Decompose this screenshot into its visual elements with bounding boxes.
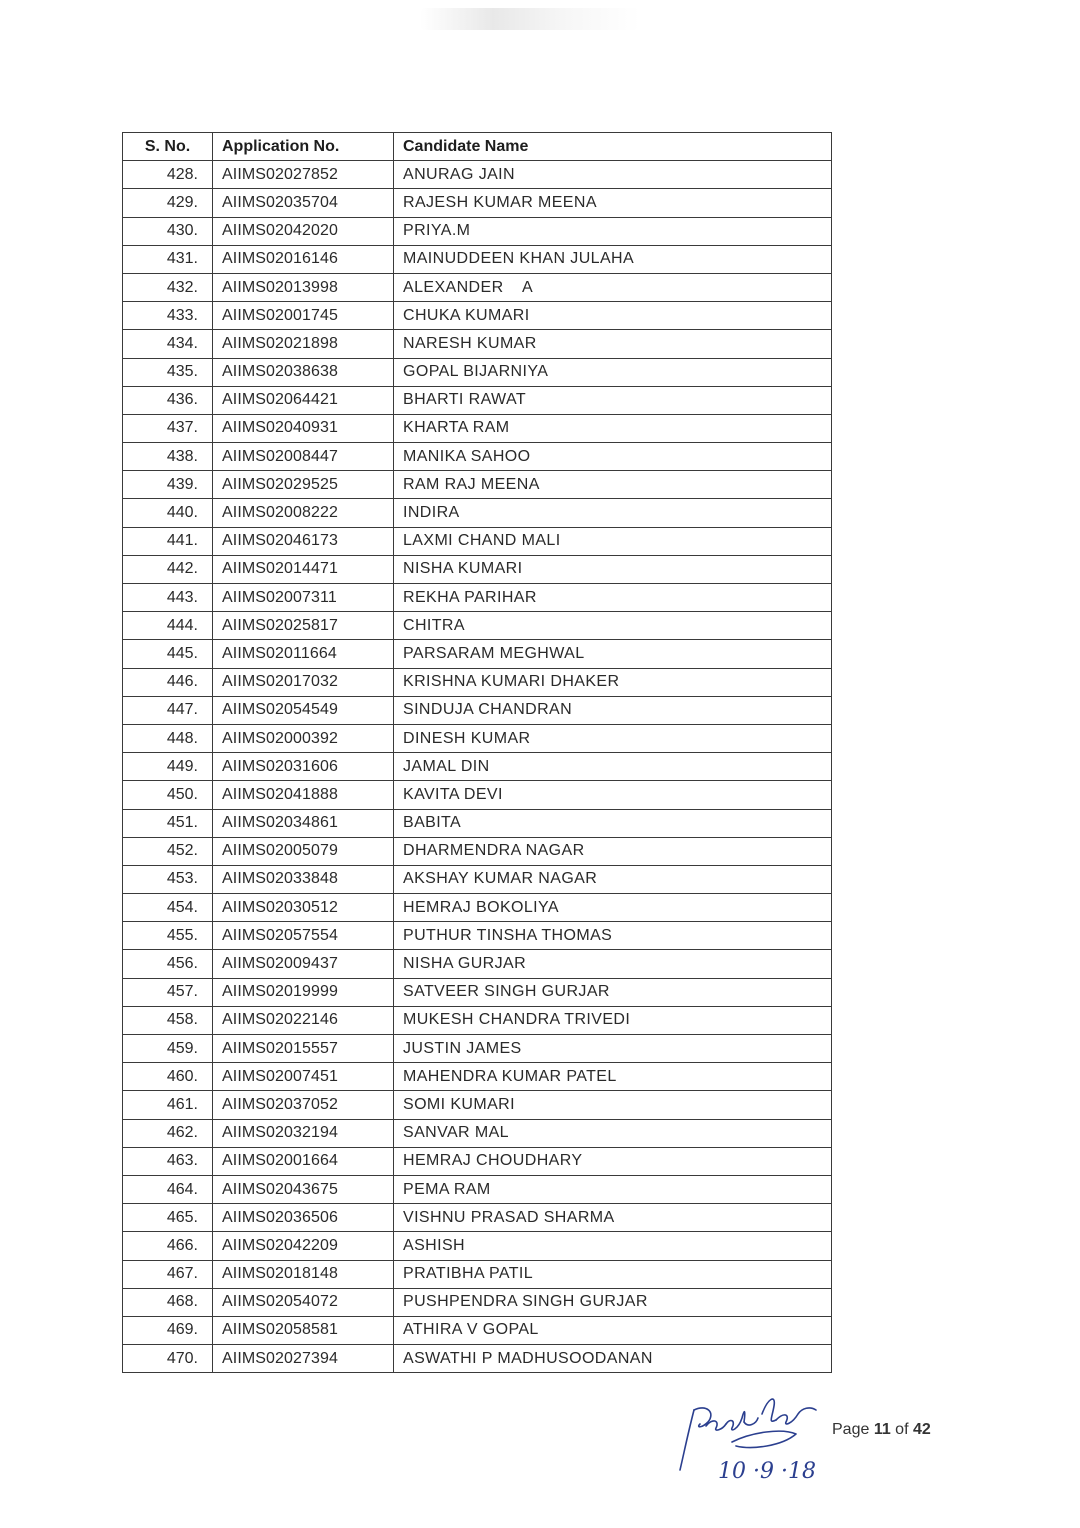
table-row: [123, 302, 832, 330]
page-total: 42: [912, 1421, 931, 1438]
table-row: [123, 922, 832, 950]
row-application-no: AIIMS02016146: [213, 245, 394, 273]
table-row: [123, 471, 832, 499]
row-sno: 451.: [123, 809, 213, 837]
table-row: [123, 978, 832, 1006]
row-candidate-name: DINESH KUMAR: [394, 724, 832, 752]
row-sno: 458.: [123, 1006, 213, 1034]
row-sno: 443.: [123, 584, 213, 612]
row-application-no: AIIMS02032194: [213, 1119, 394, 1147]
row-sno: 465.: [123, 1204, 213, 1232]
table-row: [123, 950, 832, 978]
row-sno: 436.: [123, 386, 213, 414]
row-application-no: AIIMS02033848: [213, 865, 394, 893]
row-candidate-name: MAINUDDEEN KHAN JULAHA: [394, 245, 832, 273]
row-sno: 435.: [123, 358, 213, 386]
table-row: [123, 1063, 832, 1091]
page-number: [832, 1421, 931, 1439]
row-candidate-name: SINDUJA CHANDRAN: [394, 696, 832, 724]
table-row: [123, 443, 832, 471]
row-application-no: AIIMS02007451: [213, 1063, 394, 1091]
table-row: [123, 584, 832, 612]
header-application-no: Application No.: [213, 133, 394, 161]
row-sno: 457.: [123, 978, 213, 1006]
row-application-no: AIIMS02054549: [213, 696, 394, 724]
row-candidate-name: KRISHNA KUMARI DHAKER: [394, 668, 832, 696]
row-sno: 439.: [123, 471, 213, 499]
table-row: [123, 1345, 832, 1373]
row-sno: 441.: [123, 527, 213, 555]
row-candidate-name: NARESH KUMAR: [394, 330, 832, 358]
row-application-no: AIIMS02027852: [213, 161, 394, 189]
row-candidate-name: CHUKA KUMARI: [394, 302, 832, 330]
row-sno: 462.: [123, 1119, 213, 1147]
row-application-no: AIIMS02007311: [213, 584, 394, 612]
row-application-no: AIIMS02027394: [213, 1345, 394, 1373]
row-sno: 450.: [123, 781, 213, 809]
row-application-no: AIIMS02015557: [213, 1035, 394, 1063]
table-row: [123, 1091, 832, 1119]
table-row: [123, 753, 832, 781]
table-row: [123, 527, 832, 555]
row-sno: 449.: [123, 753, 213, 781]
table-row: [123, 358, 832, 386]
table-body: [123, 161, 832, 1373]
scan-artifact: [420, 8, 640, 30]
row-sno: 428.: [123, 161, 213, 189]
row-sno: 429.: [123, 189, 213, 217]
row-sno: 431.: [123, 245, 213, 273]
table-row: [123, 1316, 832, 1344]
row-candidate-name: NISHA GURJAR: [394, 950, 832, 978]
row-sno: 432.: [123, 273, 213, 301]
row-sno: 460.: [123, 1063, 213, 1091]
table-row: [123, 273, 832, 301]
row-sno: 469.: [123, 1316, 213, 1344]
signature-date: 10 ·9 ·18: [718, 1459, 816, 1484]
row-candidate-name: SATVEER SINGH GURJAR: [394, 978, 832, 1006]
row-sno: 463.: [123, 1147, 213, 1175]
row-application-no: AIIMS02001745: [213, 302, 394, 330]
row-application-no: AIIMS02022146: [213, 1006, 394, 1034]
row-candidate-name: INDIRA: [394, 499, 832, 527]
table-row: [123, 1204, 832, 1232]
row-application-no: AIIMS02017032: [213, 668, 394, 696]
row-candidate-name: ALEXANDER A: [394, 273, 832, 301]
row-candidate-name: SOMI KUMARI: [394, 1091, 832, 1119]
row-application-no: AIIMS02021898: [213, 330, 394, 358]
row-candidate-name: VISHNU PRASAD SHARMA: [394, 1204, 832, 1232]
table-row: [123, 189, 832, 217]
table-row: [123, 499, 832, 527]
row-application-no: AIIMS02008222: [213, 499, 394, 527]
row-sno: 467.: [123, 1260, 213, 1288]
table-row: [123, 668, 832, 696]
row-candidate-name: HEMRAJ BOKOLIYA: [394, 894, 832, 922]
header-sno: S. No.: [123, 133, 213, 161]
row-sno: 430.: [123, 217, 213, 245]
table-row: [123, 1260, 832, 1288]
row-sno: 459.: [123, 1035, 213, 1063]
row-candidate-name: GOPAL BIJARNIYA: [394, 358, 832, 386]
page-prefix: Page: [832, 1421, 874, 1438]
row-application-no: AIIMS02000392: [213, 724, 394, 752]
row-application-no: AIIMS02025817: [213, 612, 394, 640]
table-row: [123, 1006, 832, 1034]
table-row: [123, 217, 832, 245]
row-application-no: AIIMS02057554: [213, 922, 394, 950]
table-row: [123, 781, 832, 809]
table-row: [123, 386, 832, 414]
row-candidate-name: REKHA PARIHAR: [394, 584, 832, 612]
row-candidate-name: DHARMENDRA NAGAR: [394, 837, 832, 865]
row-application-no: AIIMS02029525: [213, 471, 394, 499]
table-row: [123, 1232, 832, 1260]
row-sno: 434.: [123, 330, 213, 358]
row-sno: 447.: [123, 696, 213, 724]
row-application-no: AIIMS02014471: [213, 555, 394, 583]
row-application-no: AIIMS02040931: [213, 414, 394, 442]
row-candidate-name: LAXMI CHAND MALI: [394, 527, 832, 555]
row-application-no: AIIMS02001664: [213, 1147, 394, 1175]
row-sno: 442.: [123, 555, 213, 583]
table-row: [123, 1119, 832, 1147]
table-row: [123, 640, 832, 668]
table-row: [123, 161, 832, 189]
row-application-no: AIIMS02041888: [213, 781, 394, 809]
table-row: [123, 330, 832, 358]
row-application-no: AIIMS02042020: [213, 217, 394, 245]
row-application-no: AIIMS02030512: [213, 894, 394, 922]
page-current: 11: [873, 1421, 891, 1438]
handwritten-signature: [672, 1388, 832, 1488]
row-sno: 461.: [123, 1091, 213, 1119]
row-candidate-name: JAMAL DIN: [394, 753, 832, 781]
row-candidate-name: ANURAG JAIN: [394, 161, 832, 189]
row-candidate-name: HEMRAJ CHOUDHARY: [394, 1147, 832, 1175]
row-sno: 446.: [123, 668, 213, 696]
row-candidate-name: ASWATHI P MADHUSOODANAN: [394, 1345, 832, 1373]
table-row: [123, 555, 832, 583]
row-application-no: AIIMS02034861: [213, 809, 394, 837]
row-application-no: AIIMS02054072: [213, 1288, 394, 1316]
row-candidate-name: RAJESH KUMAR MEENA: [394, 189, 832, 217]
candidate-table: [122, 132, 832, 1373]
table-row: [123, 414, 832, 442]
row-candidate-name: KHARTA RAM: [394, 414, 832, 442]
row-candidate-name: RAM RAJ MEENA: [394, 471, 832, 499]
table-row: [123, 1035, 832, 1063]
row-candidate-name: ASHISH: [394, 1232, 832, 1260]
row-sno: 438.: [123, 443, 213, 471]
row-candidate-name: NISHA KUMARI: [394, 555, 832, 583]
row-candidate-name: PUTHUR TINSHA THOMAS: [394, 922, 832, 950]
row-sno: 453.: [123, 865, 213, 893]
header-candidate-name: Candidate Name: [394, 133, 832, 161]
row-candidate-name: KAVITA DEVI: [394, 781, 832, 809]
row-candidate-name: PEMA RAM: [394, 1175, 832, 1203]
row-application-no: AIIMS02058581: [213, 1316, 394, 1344]
row-candidate-name: MANIKA SAHOO: [394, 443, 832, 471]
table-row: [123, 1147, 832, 1175]
row-sno: 455.: [123, 922, 213, 950]
table-row: [123, 1175, 832, 1203]
row-sno: 470.: [123, 1345, 213, 1373]
row-sno: 468.: [123, 1288, 213, 1316]
row-sno: 464.: [123, 1175, 213, 1203]
row-candidate-name: ATHIRA V GOPAL: [394, 1316, 832, 1344]
row-sno: 448.: [123, 724, 213, 752]
table-row: [123, 612, 832, 640]
row-candidate-name: SANVAR MAL: [394, 1119, 832, 1147]
row-application-no: AIIMS02013998: [213, 273, 394, 301]
row-application-no: AIIMS02064421: [213, 386, 394, 414]
row-application-no: AIIMS02043675: [213, 1175, 394, 1203]
page-separator: of: [890, 1421, 913, 1438]
row-candidate-name: MUKESH CHANDRA TRIVEDI: [394, 1006, 832, 1034]
row-candidate-name: BABITA: [394, 809, 832, 837]
row-candidate-name: MAHENDRA KUMAR PATEL: [394, 1063, 832, 1091]
row-application-no: AIIMS02038638: [213, 358, 394, 386]
table-row: [123, 837, 832, 865]
row-sno: 466.: [123, 1232, 213, 1260]
table-row: [123, 1288, 832, 1316]
row-sno: 454.: [123, 894, 213, 922]
row-candidate-name: CHITRA: [394, 612, 832, 640]
row-sno: 445.: [123, 640, 213, 668]
row-sno: 456.: [123, 950, 213, 978]
row-sno: 452.: [123, 837, 213, 865]
row-application-no: AIIMS02008447: [213, 443, 394, 471]
row-sno: 444.: [123, 612, 213, 640]
row-candidate-name: PRIYA.M: [394, 217, 832, 245]
row-application-no: AIIMS02009437: [213, 950, 394, 978]
row-sno: 440.: [123, 499, 213, 527]
row-candidate-name: PRATIBHA PATIL: [394, 1260, 832, 1288]
row-sno: 437.: [123, 414, 213, 442]
row-application-no: AIIMS02018148: [213, 1260, 394, 1288]
table-row: [123, 245, 832, 273]
row-sno: 433.: [123, 302, 213, 330]
row-application-no: AIIMS02036506: [213, 1204, 394, 1232]
table-row: [123, 724, 832, 752]
row-application-no: AIIMS02042209: [213, 1232, 394, 1260]
table-row: [123, 696, 832, 724]
row-candidate-name: JUSTIN JAMES: [394, 1035, 832, 1063]
row-application-no: AIIMS02046173: [213, 527, 394, 555]
row-application-no: AIIMS02019999: [213, 978, 394, 1006]
row-application-no: AIIMS02005079: [213, 837, 394, 865]
table-header-row: [123, 133, 832, 161]
row-application-no: AIIMS02031606: [213, 753, 394, 781]
row-candidate-name: PUSHPENDRA SINGH GURJAR: [394, 1288, 832, 1316]
row-candidate-name: PARSARAM MEGHWAL: [394, 640, 832, 668]
table-row: [123, 865, 832, 893]
row-candidate-name: AKSHAY KUMAR NAGAR: [394, 865, 832, 893]
table-row: [123, 894, 832, 922]
row-application-no: AIIMS02035704: [213, 189, 394, 217]
row-application-no: AIIMS02037052: [213, 1091, 394, 1119]
row-application-no: AIIMS02011664: [213, 640, 394, 668]
table-row: [123, 809, 832, 837]
row-candidate-name: BHARTI RAWAT: [394, 386, 832, 414]
